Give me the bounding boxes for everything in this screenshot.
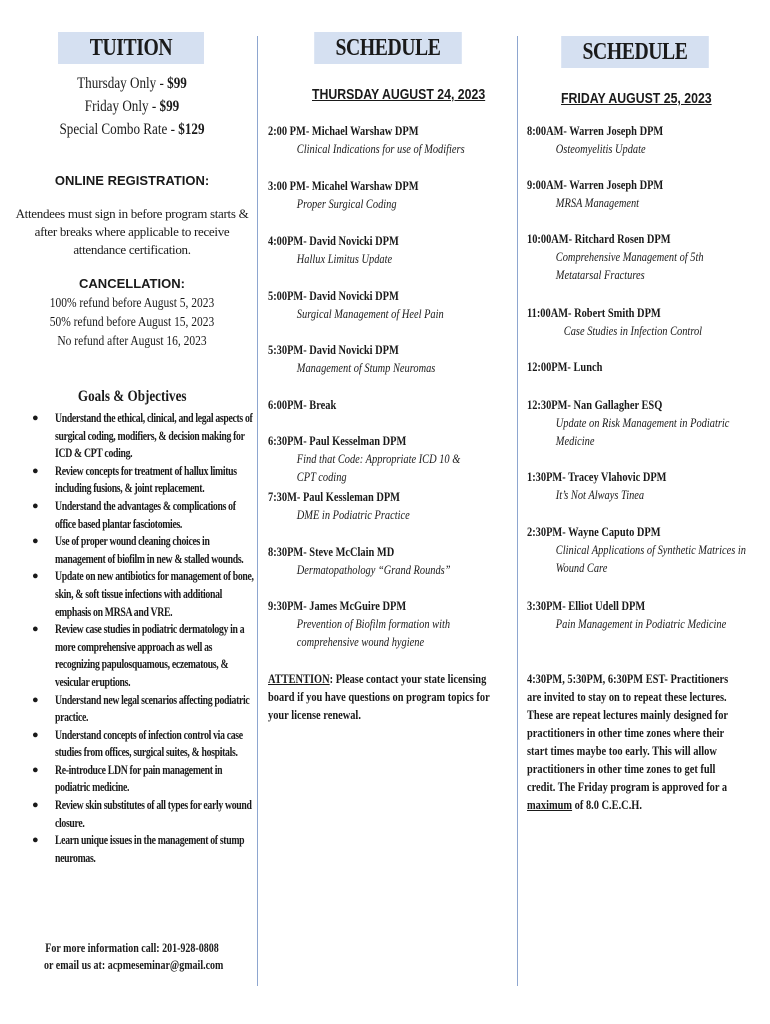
schedule-entry [527,358,770,376]
cancellation-label: CANCELLATION: [79,276,185,291]
list-item [22,498,252,533]
schedule-entry [527,122,770,158]
speaker-time: 3:00 PM- Micahel Warshaw DPM [268,178,419,193]
note-text: 4:30PM, 5:30PM, 6:30PM EST- Practitioners are invited to stay on to repeat these lectures. These are repeat lectures mainly designed for practitioners in other time zones where their start times maybe too early. This will allow practitioners in other time zones to get full credit. The Friday program is approved for a [527,671,729,794]
speaker-time: 8:00AM- Warren Joseph DPM [527,123,664,138]
price-line-friday [42,95,222,118]
price-label: Friday Only - [84,98,160,115]
schedule-entry [268,396,518,414]
lecture-topic: Find that Code: Appropriate ICD 10 & CPT coding [296,451,461,484]
speaker-time: 5:00PM- David Novicki DPM [268,288,399,303]
goals-list [22,410,252,867]
speaker-time: 2:30PM- Wayne Caputo DPM [527,524,661,539]
speaker-time: 7:30M- Paul Kessleman DPM [268,489,401,504]
goal-text: Review concepts for treatment of hallux limitus including fusions, & joint replacement. [55,463,237,496]
bullet-icon: ● [32,834,39,847]
goal-text: Understand the advantages & complications of office based plantar fasciotomies. [55,498,236,531]
speaker-time: 2:00 PM- Michael Warshaw DPM [268,123,419,138]
repeat-lectures-note [527,670,737,814]
schedule-entry [527,304,770,340]
lecture-topic: It’s Not Always Tinea [555,487,645,502]
lecture-topic: Pain Management in Podiatric Medicine [555,616,727,631]
price-value: $99 [167,75,187,92]
bullet-icon: ● [32,412,39,424]
lecture-topic: Osteomyelitis Update [555,141,646,156]
speaker-time: 12:00PM- Lunch [527,359,603,374]
note-underlined: maximum [527,797,573,812]
speaker-time: 9:30PM- James McGuire DPM [268,598,407,613]
list-item [22,797,252,832]
price-line-thursday [42,72,222,95]
schedule-entry [527,468,770,504]
attention-note [268,670,496,724]
price-value: $99 [159,98,180,115]
note-text-end: of 8.0 C.E.C.H. [572,797,642,812]
speaker-time: 3:30PM- Elliot Udell DPM [527,598,646,613]
bullet-icon: ● [32,464,39,477]
cancellation-line: 50% refund before August 15, 2023 [49,315,215,330]
schedule-entry [268,232,518,268]
attention-label: ATTENTION [268,671,330,686]
bullet-icon: ● [32,499,39,512]
schedule-entry [527,230,770,284]
list-item [22,832,252,867]
cancellation-line: 100% refund before August 5, 2023 [49,296,215,311]
schedule-entry [268,543,518,579]
bullet-icon: ● [32,728,39,741]
list-item [22,463,252,498]
tuition-column [15,0,254,1024]
contact-email: or email us at: acpmeseminar@gmail.com [44,958,224,972]
contact-phone: For more information call: 201-928-0808 [45,941,219,955]
speaker-time: 6:00PM- Break [268,397,337,412]
registration-label: ONLINE REGISTRATION: [54,173,210,188]
lecture-topic: Clinical Applications of Synthetic Matrices in Wound Care [555,542,746,575]
lecture-topic: Comprehensive Management of 5th Metatarsal Fractures [555,249,704,282]
attention-text: : Please contact your state licensing board if you have questions on program topics for your license renewal. [268,671,490,722]
lecture-topic: Clinical Indications for use of Modifiers [296,141,465,156]
bullet-icon: ● [32,623,39,636]
goal-text: Use of proper wound cleaning choices in management of biofilm in new & stalled wounds. [55,534,244,566]
goal-text: Review skin substitutes of all types for early wound closure. [55,798,252,830]
schedule-entry [268,177,518,213]
thursday-column [268,0,508,1024]
registration-text: Attendees must sign in before program starts & after breaks where applicable to receive attendance certification. [15,206,249,257]
goal-text: Learn unique issues in the management of stump neuromas. [55,833,245,865]
goal-text: Understand new legal scenarios affecting podiatric practice. [55,692,250,725]
lecture-topic: Hallux Limitus Update [296,251,393,266]
friday-schedule-header: SCHEDULE [561,36,709,68]
thursday-date: THURSDAY AUGUST 24, 2023 [312,86,486,103]
schedule-entry [527,523,770,577]
schedule-entry [268,341,518,377]
speaker-time: 6:30PM- Paul Kesselman DPM [268,433,407,448]
speaker-time: 10:00AM- Ritchard Rosen DPM [527,231,671,246]
schedule-entry [268,122,518,158]
column-divider-left [257,36,258,986]
contact-info [22,940,242,974]
schedule-entry [527,597,770,633]
price-label: Special Combo Rate - [59,121,179,138]
schedule-entry [527,396,770,450]
lecture-topic: MRSA Management [555,195,640,210]
speaker-time: 9:00AM- Warren Joseph DPM [527,177,664,192]
schedule-entry [527,176,770,212]
list-item [22,568,252,621]
schedule-entry [268,432,518,486]
bullet-icon: ● [32,693,39,706]
speaker-time: 1:30PM- Tracey Vlahovic DPM [527,469,667,484]
tuition-header: TUITION [58,32,204,64]
friday-column [527,0,746,1024]
bullet-icon: ● [32,763,39,776]
lecture-topic: Proper Surgical Coding [296,196,397,211]
speaker-time: 11:00AM- Robert Smith DPM [527,305,661,320]
price-label: Thursday Only - [77,75,168,92]
friday-date: FRIDAY AUGUST 25, 2023 [561,90,712,107]
lecture-topic: Case Studies in Infection Control [563,323,703,338]
price-value: $129 [178,121,205,138]
tuition-prices [22,72,242,141]
cancellation-lines [22,294,242,351]
speaker-time: 8:30PM- Steve McClain MD [268,544,395,559]
speaker-time: 4:00PM- David Novicki DPM [268,233,399,248]
goals-title-text: Goals & Objectives [77,388,187,405]
schedule-entry [268,287,518,323]
schedule-entry [268,597,518,651]
lecture-topic: Dermatopathology “Grand Rounds” [296,562,451,577]
list-item [22,727,252,762]
list-item [22,762,252,797]
goal-text: Review case studies in podiatric dermatology in a more comprehensive approach as well as recognizing papulosquamous, eczematous, & vesicular eruptions. [55,622,245,689]
price-line-combo [42,118,222,141]
cancellation-line: No refund after August 16, 2023 [57,334,207,349]
speaker-time: 5:30PM- David Novicki DPM [268,342,399,357]
lecture-topic: Update on Risk Management in Podiatric Medicine [555,415,730,448]
lecture-topic: Management of Stump Neuromas [296,360,436,375]
schedule-entry [268,488,518,524]
lecture-topic: Surgical Management of Heel Pain [296,306,444,321]
lecture-topic: DME in Podiatric Practice [296,507,410,522]
lecture-topic: Prevention of Biofilm formation with comprehensive wound hygiene [296,616,451,649]
bullet-icon: ● [32,570,39,583]
goal-text: Understand the ethical, clinical, and legal aspects of surgical coding, modifiers, & decision making for ICD & CPT coding. [55,411,253,461]
list-item [22,621,252,691]
thursday-schedule-header: SCHEDULE [314,32,462,64]
list-item [22,692,252,727]
speaker-time: 12:30PM- Nan Gallagher ESQ [527,397,663,412]
list-item [22,410,252,463]
goal-text: Update on new antibiotics for management of bone, skin, & soft tissue infections with additional emphasis on MRSA and VRE. [55,569,254,619]
bullet-icon: ● [32,799,39,812]
bullet-icon: ● [32,535,39,548]
goal-text: Understand concepts of infection control via case studies from offices, surgical suites, & hospitals. [55,727,243,760]
goal-text: Re-introduce LDN for pain management in podiatric medicine. [55,762,223,795]
goals-title [22,388,242,406]
list-item [22,533,252,568]
